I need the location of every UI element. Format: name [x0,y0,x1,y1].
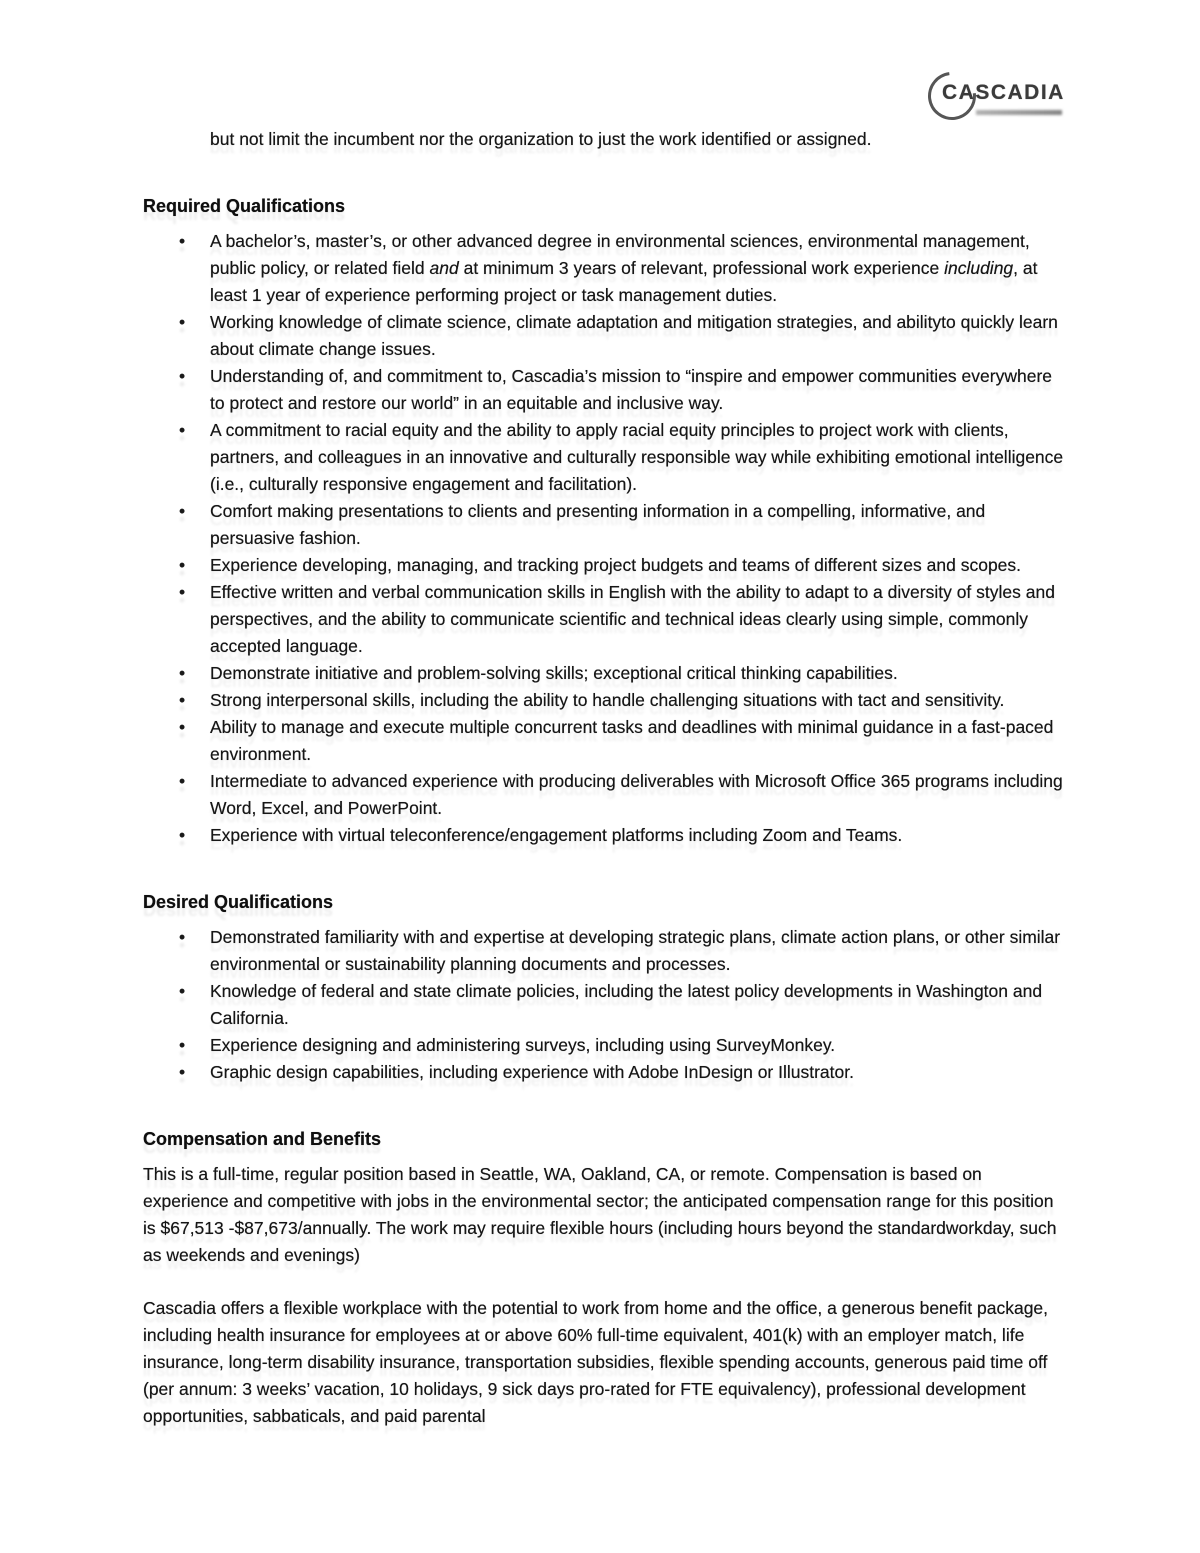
desired-qualifications-list [143,924,1068,1086]
list-item: • Understanding of, and commitment to, Cascadia’s mission to “inspire and empower communities everywhere to protect and restore our world” in an equitable and inclusive way. [143,363,1068,417]
required-qualifications-list [143,228,1068,849]
list-item: • Strong interpersonal skills, including the ability to handle challenging situations with tact and sensitivity. [143,687,1068,714]
list-item: • Knowledge of federal and state climate policies, including the latest policy developments in Washington and California. [143,978,1068,1032]
benefits-paragraph: Cascadia offers a flexible workplace with the potential to work from home and the office, a generous benefit package, including health insurance for employees at or above 60% full-time equivalent, 401(k) with an employer match, life insurance, long-term disability insurance, transportation subsidies, flexible spending accounts, generous paid time off (per annum: 3 weeks’ vacation, 10 holidays, 9 sick days pro-rated for FTE equivalency), professional development opportunities, sabbaticals, and paid parental [143,1298,1049,1426]
list-item: • Ability to manage and execute multiple concurrent tasks and deadlines with minimal guidance in a fast-paced environment. [143,714,1068,768]
intro-continuation-line: but not limit the incumbent nor the organization to just the work identified or assigned. [210,129,872,149]
list-item: • Effective written and verbal communication skills in English with the ability to adapt to a diversity of styles and perspectives, and the ability to communicate scientific and technical ideas clearly using simple, commonly accepted language. [143,579,1068,660]
list-item: • Experience developing, managing, and tracking project budgets and teams of different sizes and scopes. [143,552,1068,579]
list-item: • A commitment to racial equity and the ability to apply racial equity principles to project work with clients, partners, and colleagues in an innovative and culturally responsible way while exhibiting emotional intelligence (i.e., culturally responsive engagement and facilitation). [143,417,1068,498]
list-item: • A bachelor’s, master’s, or other advanced degree in environmental sciences, environmental management, public policy, or related field and at minimum 3 years of relevant, professional work experience including, at least 1 year of experience performing project or task management duties. [143,228,1068,309]
list-item: • Experience with virtual teleconference/engagement platforms including Zoom and Teams. [143,822,1068,849]
document-content [0,126,1200,1430]
list-item: • Working knowledge of climate science, climate adaptation and mitigation strategies, and abilityto quickly learn about climate change issues. [143,309,1068,363]
section-heading-required-qualifications: Required Qualifications [143,196,346,216]
list-item: • Demonstrate initiative and problem-solving skills; exceptional critical thinking capabilities. [143,660,1068,687]
list-item: • Experience designing and administering surveys, including using SurveyMonkey. [143,1032,1068,1059]
logo-text: CASCADIA [942,81,1065,104]
list-item: • Graphic design capabilities, including experience with Adobe InDesign or Illustrator. [143,1059,1068,1086]
compensation-paragraph: This is a full-time, regular position based in Seattle, WA, Oakland, CA, or remote. Compensation is based on experience and competitive with jobs in the environmental sector; the anticipated compensation range for this position is $67,513 -$87,673/annually. The work may require flexible hours (including hours beyond the standardworkday, such as weekends and evenings) [143,1164,1057,1265]
list-item: • Intermediate to advanced experience with producing deliverables with Microsoft Office 365 programs including Word, Excel, and PowerPoint. [143,768,1068,822]
section-heading-compensation-benefits: Compensation and Benefits [143,1129,382,1149]
logo-tagline-blurred [976,110,1062,115]
list-item: • Comfort making presentations to clients and presenting information in a compelling, informative, and persuasive fashion. [143,498,1068,552]
cascadia-logo [920,68,1070,124]
list-item: • Demonstrated familiarity with and expertise at developing strategic plans, climate action plans, or other similar environmental or sustainability planning documents and processes. [143,924,1068,978]
section-heading-desired-qualifications: Desired Qualifications [143,892,334,912]
